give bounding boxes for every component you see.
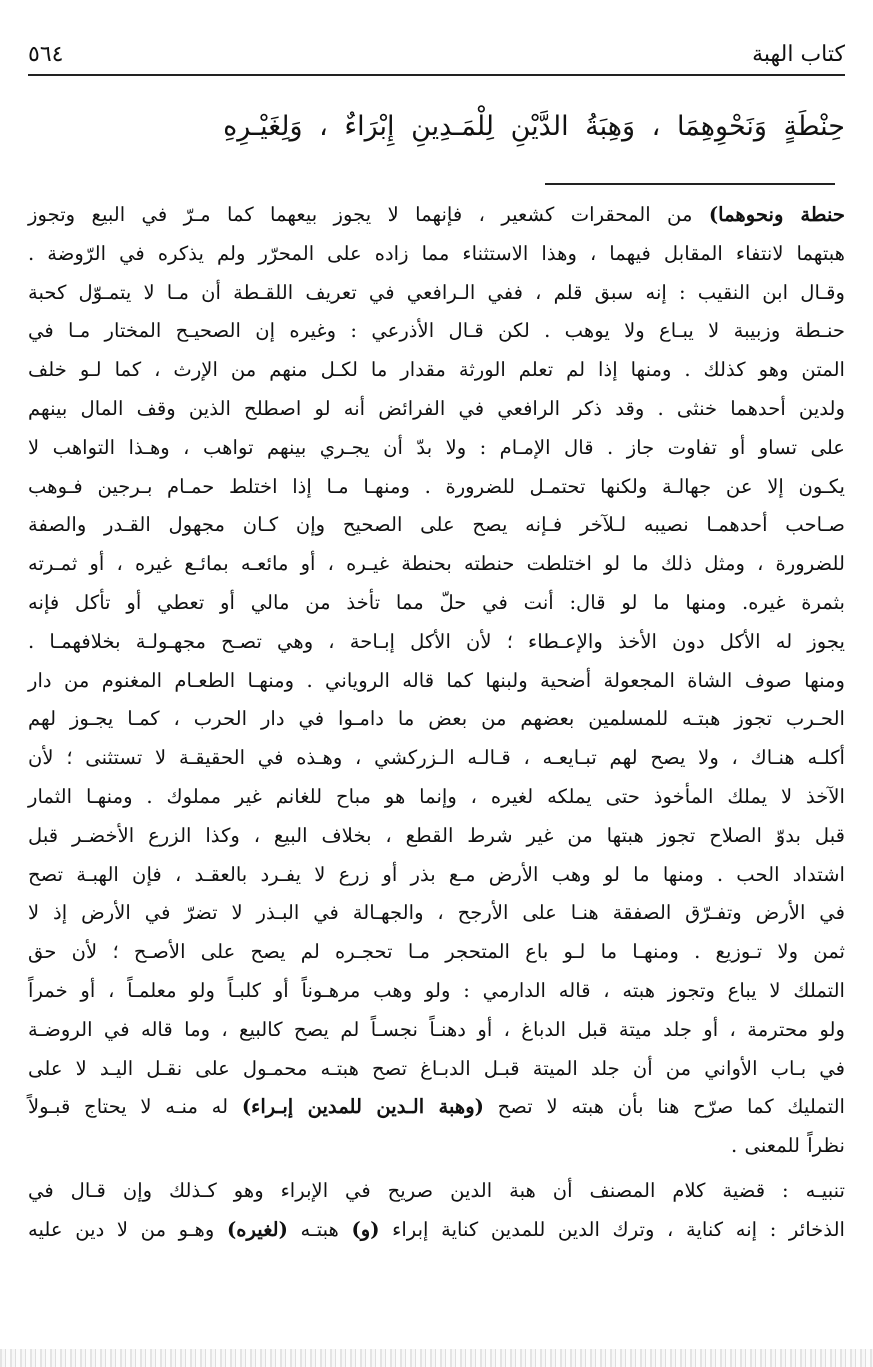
page-title: كتاب الهبة <box>752 41 845 67</box>
text-line: صـاحب أحدهمـا نصيبه لـلآخر فـإنه يصح على الصحيح وإن كـان مجهول القـدر والصفة <box>28 513 845 537</box>
text-line: للضرورة ، ومثل ذلك ما لو اختلطت حنطته بحنطة غيـره ، أو مائعـه بمائـع غيره ، أو ثمـرته <box>28 552 845 576</box>
text-line: في الأرض وتفـرّق الصفقة هنـا على الأرجح ، والجهـالة في البـذر لا تضرّ في الأرض إذ لا <box>28 901 845 925</box>
text-line: الآخذ لا يملك المأخوذ حتى يملكه لغيره ، وإنما هو مباح للغانم غير مملوك . ومنهـا الثمار <box>28 784 845 808</box>
quoted-matn: حنطة ونحوهما) <box>708 203 845 226</box>
quoted-matn: (لغيره) <box>226 1217 288 1241</box>
text-line: يكـون إلا عن جهالـة ولكنها تحتمـل للضرورة . ومنهـا مـا إذا اختلط حمـام بـرجين فـوهب <box>28 474 845 498</box>
text-line: وقـال ابن النقيب : إنه سبق قلم ، ففي الـرافعي في تعريف اللقـطة أن مـا لا يتمـوّل كحبة <box>28 280 845 304</box>
text-line: حنـطة وزبيبة لا يبـاع ولا يوهب . لكن قـال الأذرعي : وغيره إن الصحيـح المختار مـا في <box>28 319 845 343</box>
page-number: ٥٦٤ <box>28 41 64 67</box>
matn-divider <box>545 183 835 185</box>
text-line: نظراً للمعنى . <box>731 1134 845 1158</box>
quoted-matn: (وهبة الـدين للمدين إبـراء) <box>241 1095 484 1119</box>
matn-text: حِنْطَةٍ وَنَحْوِهِمَا ، وَهِبَةُ الدَّيْنِ لِلْمَـدِينِ إِبْرَاءٌ ، وَلِغَيْـرِهِ <box>223 111 845 142</box>
text-line: يجوز له الأكل دون الأخذ والإعـطاء ؛ لأن الأكل إبـاحة ، وهي تصـح مجهـولـة بخلافهمـا . <box>28 629 845 653</box>
quoted-matn: (و) <box>351 1217 380 1241</box>
text-line: ولدين أحدهما خنثى . وقد ذكر الرافعي في الفرائض أنه لو اصطلح الذين وقف المال بينهم <box>28 396 845 420</box>
commentary-body <box>28 196 845 1250</box>
text-line: بثمرة غيره. ومنها ما لو قال: أنت في حلّ مما تأخذ من مالي أو تعطي أو تأكل فإنه <box>28 590 845 614</box>
scan-edge-noise <box>0 1349 873 1367</box>
text-line: التملك لا يباع وتجوز هبته ، قاله الدارمي : ولو وهب مرهـوناً أو كلبـاً ولو معلمـاً ، أو خمراً <box>28 978 845 1002</box>
text-line: التمليك كما صرّح هنا بأن هبته لا تصح (وهبة الـدين للمدين إبـراء) له منـه لا يحتاج قبـولاً <box>28 1095 845 1119</box>
text-line: اشتداد الحب . ومنها ما لو وهب الأرض مـع بذر أو زرع لا يفـرد بالعقـد ، فإن الهبـة تصح <box>28 862 845 886</box>
text-line: الذخائر : إنه كناية ، وترك الدين للمدين كناية إبراء (و) هبتـه (لغيره) وهـو من لا دين عليه <box>28 1217 845 1241</box>
text-line: ومنها صوف الشاة المجعولة أضحية ولبنها كما قاله الروياني . ومنهـا الطعـام المغنوم من دار <box>28 668 845 692</box>
text-line: تنبيـه : قضية كلام المصنف أن هبة الدين صريح في الإبراء وهو كـذلك وإن قـال في <box>28 1178 845 1202</box>
text-line: الحـرب تجوز هبتـه للمسلمين بعضهم من بعض ما دامـوا في دار الحرب ، كمـا يجـوز لهم <box>28 707 845 731</box>
commentary-paragraph <box>28 196 845 1166</box>
text-line: في بـاب الأواني من أن جلد الميتة قبـل الدبـاغ تصح هبتـه محمـول على نقـل اليـد لا على <box>28 1056 845 1080</box>
text-line: قبل بدوّ الصلاح تجوز هبتها من غير شرط القطع ، بخلاف البيع ، وكذا الزرع الأخضـر قبل <box>28 823 845 847</box>
text-line: هبتهما لانتفاء المقابل فيهما ، وهذا الاستثناء مما زاده على المحرّر ولم يذكره في الرّوضة . <box>28 241 845 265</box>
header-divider <box>28 74 845 76</box>
text-line: ولو محترمة ، أو جلد ميتة قبل الدباغ ، أو دهنـاً نجسـاً لم يصح كالبيع ، وما قاله في الروضـة <box>28 1017 845 1041</box>
text-line: حنطة ونحوهما) من المحقرات كشعير ، فإنهما لا يجوز بيعهما كما مـرّ في البيع وتجوز <box>28 203 845 226</box>
text-line: أكلـه هنـاك ، ولا يصح لهم تبـايعـه ، قـالـه الـزركشي ، وهـذه في الحقيقـة لا تستثنى ؛ لأن <box>28 746 845 770</box>
text-line: ثمن ولا تـوزيع . ومنهـا ما لـو باع المتحجر مـا تحجـره لم يصح على الأصـح ؛ لأن حق <box>28 940 845 964</box>
note-paragraph <box>28 1172 845 1250</box>
text-line: المتن وهو كذلك . ومنها إذا لم تعلم الورثة مقدار ما لكـل منهم من الإرث ، كما لـو خلف <box>28 358 845 382</box>
text-line: على تساو أو تفاوت جاز . قال الإمـام : ولا بدّ أن يجـري بينهم تواهب ، وهـذا التواهب لا <box>28 435 845 459</box>
page-header <box>28 36 845 72</box>
